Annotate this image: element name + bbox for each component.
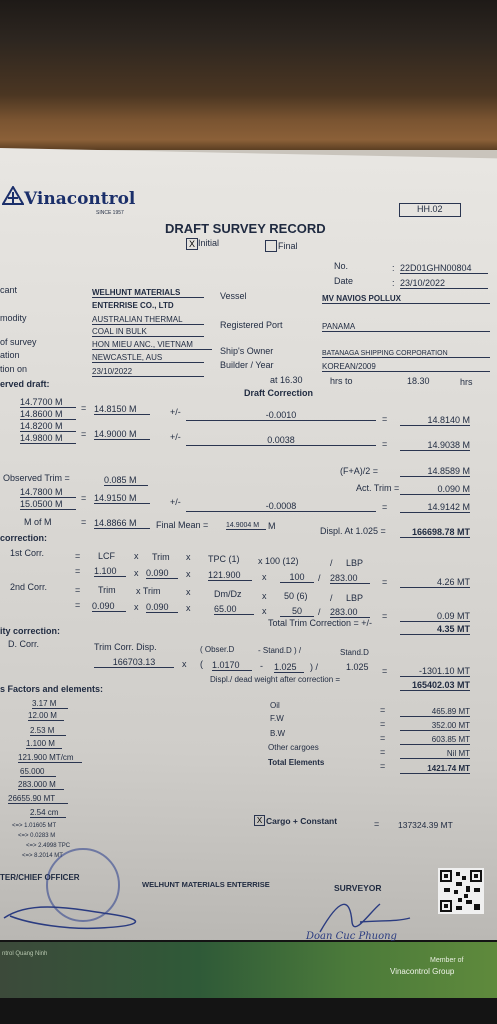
aft-a: 14.7800 M xyxy=(20,488,76,498)
first-corr-result: 4.26 MT xyxy=(400,578,470,588)
owner-value: BATANAGA SHIPPING CORPORATION xyxy=(322,350,490,358)
x-10: x xyxy=(262,606,267,616)
slash-2: / xyxy=(318,573,321,583)
eq-2: = xyxy=(382,414,388,424)
eq-8: = xyxy=(75,551,81,561)
lbp-value-2: 283.00 xyxy=(330,608,370,618)
x-2: x xyxy=(186,552,191,562)
form-code: HH.02 xyxy=(417,204,443,214)
fwd-a: 14.7700 M xyxy=(20,398,76,408)
time-to: 18.30 xyxy=(407,376,430,386)
fifty-label: 50 (6) xyxy=(284,591,308,601)
place-survey-label: of survey xyxy=(0,337,37,347)
footer-left: ntrol Quang Ninh xyxy=(2,951,48,957)
fifty-value: 50 xyxy=(280,607,314,617)
fw-value: 352.00 MT xyxy=(400,722,470,731)
trim-value-3: 0.090 xyxy=(146,603,178,613)
mom-label: M of M xyxy=(24,517,52,527)
hundred-value: 100 xyxy=(280,573,314,583)
slash-3: / xyxy=(330,593,333,603)
factor-6: 65.000 xyxy=(20,768,56,777)
initial-checkbox[interactable]: X xyxy=(186,238,198,250)
aft-result: 14.9142 M xyxy=(400,503,470,513)
applicant-line1: WELHUNT MATERIALS xyxy=(92,289,204,298)
cargo-line1: AUSTRALIAN THERMAL xyxy=(92,316,204,325)
eq-14: = xyxy=(382,666,388,676)
lbp-label-2: LBP xyxy=(346,593,364,603)
fa2-label: (F+A)/2 = xyxy=(340,466,379,476)
trim-disp-value: 166703.13 xyxy=(94,658,174,668)
cargo-constant-checkbox[interactable]: X xyxy=(254,815,265,826)
trim-disp-label: Trim Corr. Disp. xyxy=(94,642,157,652)
cargo-line2: COAL IN BULK xyxy=(92,328,204,337)
reg-port-label: Registered Port xyxy=(220,320,283,330)
mid-b: 14.9800 M xyxy=(20,434,76,444)
vessel-value: MV NAVIOS POLLUX xyxy=(322,295,490,304)
first-corr-label: 1st Corr. xyxy=(10,548,45,558)
act-trim: 0.090 M xyxy=(400,485,470,495)
lbp-label-1: LBP xyxy=(346,558,364,568)
stand-d-value-2: 1.025 xyxy=(346,662,369,672)
mid-result: 14.9038 M xyxy=(400,441,470,451)
trim-label-2: Trim xyxy=(98,585,116,595)
second-corr-label: 2nd Corr. xyxy=(10,582,48,592)
oil-label: Oil xyxy=(270,701,280,710)
d-corr-label: D. Corr. xyxy=(8,639,40,649)
x-1: x xyxy=(134,551,139,561)
tpc-label: TPC (1) xyxy=(208,554,240,564)
completion-date: 23/10/2022 xyxy=(92,368,204,377)
factor-note-3: <=> 2.4998 TPC xyxy=(26,843,71,849)
after-corr-label: Displ./ dead weight after correction = xyxy=(210,675,341,684)
factor-4: 1.100 M xyxy=(26,740,62,749)
eq-9: = xyxy=(75,566,81,576)
eq-3: = xyxy=(81,429,87,439)
tpc-value: 121.900 xyxy=(208,571,252,581)
fwd-b: 14.8600 M xyxy=(20,410,76,420)
applicant-label: cant xyxy=(0,285,18,295)
draft-correction-title: Draft Correction xyxy=(244,388,314,398)
dmdz-label: Dm/Dz xyxy=(214,589,242,599)
other-cargoes-label: Other cargoes xyxy=(268,743,319,752)
surveyor-label: SURVEYOR xyxy=(334,883,382,893)
d-corr-value: -1301.10 MT xyxy=(400,667,470,677)
mid-corr: 0.0038 xyxy=(186,436,376,446)
final-label: Final xyxy=(278,241,298,251)
obs-trim-label: Observed Trim = xyxy=(3,473,70,483)
factor-2: 12.00 M xyxy=(28,712,64,721)
act-trim-label: Act. Trim = xyxy=(356,483,400,493)
applicant-line2: ENTERRISE CO., LTD xyxy=(92,301,174,310)
lcf-label: LCF xyxy=(98,551,116,561)
hundred-label: x 100 (12) xyxy=(258,556,299,566)
footer-member: Member of xyxy=(430,957,464,964)
pm-2: +/- xyxy=(170,432,181,442)
bw-label: B.W xyxy=(270,729,286,738)
observed-label: erved draft: xyxy=(0,379,50,389)
eq-17: = xyxy=(380,733,386,743)
aft-corr: -0.0008 xyxy=(186,502,376,512)
other-cargoes-value: Nil MT xyxy=(400,750,470,759)
stand-d-label: Stand.D xyxy=(340,648,369,657)
time-at: at 16.30 xyxy=(270,375,303,385)
chief-signature-icon xyxy=(0,888,150,938)
logo-name: Vinacontrol xyxy=(24,189,136,209)
eq-19: = xyxy=(380,761,386,771)
place-line2: NEWCASTLE, AUS xyxy=(92,354,204,363)
vinacontrol-logo-icon xyxy=(2,186,24,208)
pm-1: +/- xyxy=(170,407,181,417)
x-5: x xyxy=(262,572,267,582)
total-trim-label: Total Trim Correction = +/- xyxy=(268,618,373,628)
factor-8: 26655.90 MT xyxy=(8,795,68,804)
x-8: x xyxy=(134,602,139,612)
x-trim-label: x Trim xyxy=(136,586,161,596)
trim-value-1: 0.090 xyxy=(146,569,178,579)
correction-label: correction: xyxy=(0,533,48,543)
reg-port-value: PANAMA xyxy=(322,323,490,332)
slash-4: / xyxy=(318,607,321,617)
after-corr-value: 165402.03 MT xyxy=(400,681,470,691)
builder-value: KOREAN/2009 xyxy=(322,363,490,372)
hrs-to: hrs to xyxy=(330,376,353,386)
obs-trim: 0.085 M xyxy=(104,476,148,486)
x-3: x xyxy=(134,568,139,578)
stand-label: - Stand.D ) / xyxy=(258,646,302,655)
displ-value: 166698.78 MT xyxy=(400,528,470,538)
pm-3: +/- xyxy=(170,497,181,507)
dmdz-value: 65.00 xyxy=(214,605,254,615)
bw-value: 603.85 MT xyxy=(400,736,470,745)
lbp-value-1: 283.00 xyxy=(330,574,370,584)
eq-20: = xyxy=(374,819,380,829)
fa2-value: 14.8589 M xyxy=(400,467,470,477)
oil-value: 465.89 MT xyxy=(400,708,470,717)
station-label: ation xyxy=(0,350,20,360)
eq-5: = xyxy=(81,493,87,503)
chief-officer-label: TER/CHIEF OFFICER xyxy=(0,873,80,882)
doc-title: DRAFT SURVEY RECORD xyxy=(165,221,326,236)
final-mean: 14.9004 M xyxy=(226,522,266,530)
factor-note-1: <=> 1.01605 MT xyxy=(12,823,57,829)
fwd-mean: 14.8150 M xyxy=(94,405,150,415)
mid-a: 14.8200 M xyxy=(20,422,76,432)
date-label: Date xyxy=(334,276,354,286)
second-corr-result: 0.09 MT xyxy=(400,612,470,622)
completion-label: tion on xyxy=(0,364,28,374)
lcf-value: 1.100 xyxy=(94,567,126,577)
eq-4: = xyxy=(382,439,388,449)
obs-d-label: ( Obser.D xyxy=(200,645,235,654)
x-4: x xyxy=(186,569,191,579)
mid-mean: 14.9000 M xyxy=(94,430,150,440)
mom-value: 14.8866 M xyxy=(94,519,150,529)
aft-mean: 14.9150 M xyxy=(94,494,150,504)
surveyor-signed-name: Doan Cuc Phuong xyxy=(306,931,397,942)
total-elements-label: Total Elements xyxy=(268,758,325,767)
factor-7: 283.000 M xyxy=(18,781,64,790)
fwd-result: 14.8140 M xyxy=(400,416,470,426)
footer-group: Vinacontrol Group xyxy=(390,967,455,976)
eq-7: = xyxy=(81,517,87,527)
obs-d-value: 1.0170 xyxy=(212,661,252,671)
factor-note-2: <=> 0.0283 M xyxy=(18,833,56,839)
fwd-corr: -0.0010 xyxy=(186,411,376,421)
vessel-label: Vessel xyxy=(220,291,247,301)
slash-1: / xyxy=(330,558,333,568)
density-label: ity correction: xyxy=(0,626,61,636)
aft-b: 15.0500 M xyxy=(20,500,76,510)
final-checkbox[interactable] xyxy=(265,240,277,252)
x-6: x xyxy=(186,587,191,597)
cargo-constant-value: 137324.39 MT xyxy=(398,820,453,830)
factor-5: 121.900 MT/cm xyxy=(18,754,82,763)
factor-3: 2.53 M xyxy=(30,727,66,736)
company-sign-label: WELHUNT MATERIALS ENTERRISE xyxy=(142,880,270,889)
commodity-label: modity xyxy=(0,313,27,323)
eq-13: = xyxy=(382,611,388,621)
stand-d-value: 1.025 xyxy=(274,663,304,673)
total-elements-value: 1421.74 MT xyxy=(400,765,470,774)
trim-value-2: 0.090 xyxy=(92,602,126,612)
x-7: x xyxy=(262,591,267,601)
total-trim-value: 4.35 MT xyxy=(400,625,470,635)
builder-label: Builder / Year xyxy=(220,360,274,370)
logo-since: SINCE 1957 xyxy=(96,210,124,216)
owner-label: Ship's Owner xyxy=(220,346,274,356)
initial-label: Initial xyxy=(198,238,220,248)
no-label: No. xyxy=(334,261,349,271)
cargo-constant-label: Cargo + Constant xyxy=(266,816,338,826)
place-line1: HON MIEU ANC., VIETNAM xyxy=(92,341,212,350)
fw-label: F.W xyxy=(270,714,284,723)
hrs-label: hrs xyxy=(460,377,473,387)
final-mean-label: Final Mean = xyxy=(156,520,209,530)
factor-note-4: <=> 8.2014 MT xyxy=(22,853,63,859)
factor-1: 3.17 M xyxy=(32,700,68,709)
eq-15: = xyxy=(380,705,386,715)
eq-18: = xyxy=(380,747,386,757)
displ-label: Displ. At 1.025 = xyxy=(320,526,386,536)
date-value: 23/10/2022 xyxy=(400,279,488,289)
no-value: 22D01GHN00804 xyxy=(400,264,488,274)
qr-code-icon xyxy=(438,868,484,914)
eq-1: = xyxy=(81,403,87,413)
x-9: x xyxy=(186,603,191,613)
eq-6: = xyxy=(382,502,388,512)
eq-11: = xyxy=(75,585,81,595)
eq-12: = xyxy=(75,600,81,610)
eq-16: = xyxy=(380,719,386,729)
trim-label-1: Trim xyxy=(152,552,170,562)
factors-label: s Factors and elements: xyxy=(0,684,104,694)
factor-9: 2.54 cm xyxy=(30,809,66,818)
desk-background xyxy=(0,0,497,150)
eq-10: = xyxy=(382,577,388,587)
